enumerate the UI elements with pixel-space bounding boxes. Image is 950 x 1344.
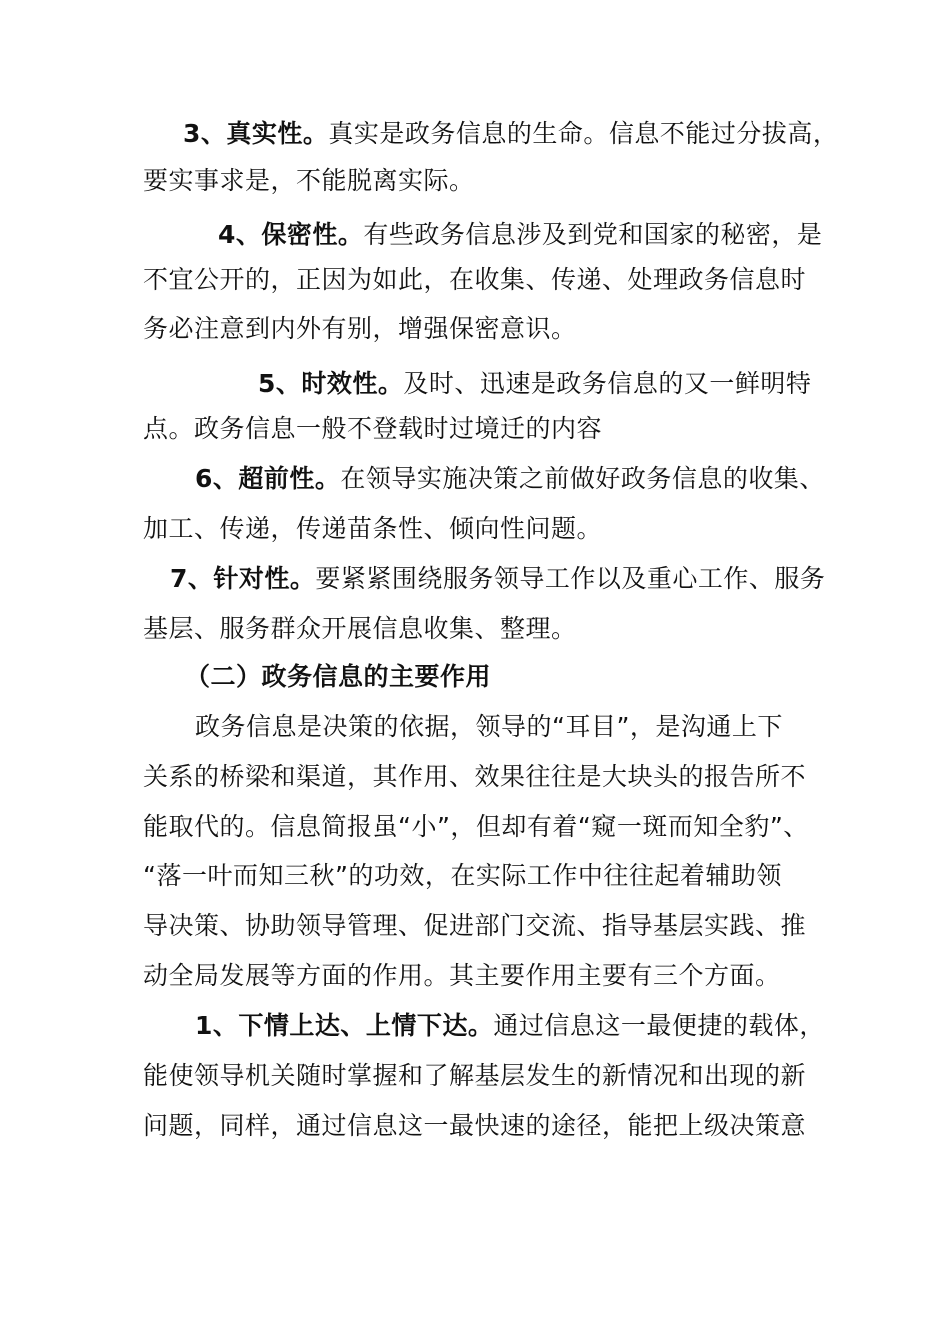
section-5-text: 及时、迅速是政务信息的又一鲜明特 bbox=[403, 369, 812, 398]
section-7-heading: 7、针对性。 bbox=[170, 564, 316, 593]
section-3-line-1 bbox=[183, 117, 838, 151]
item-1-line-2: 能使领导机关随时掌握和了解基层发生的新情况和出现的新 bbox=[143, 1061, 807, 1090]
section-7-line-1 bbox=[170, 562, 825, 596]
section-7-text: 要紧紧围绕服务领导工作以及重心工作、服务 bbox=[315, 564, 826, 593]
paragraph-line-6: 动全局发展等方面的作用。其主要作用主要有三个方面。 bbox=[143, 961, 781, 990]
section-3-text: 真实是政务信息的生命。信息不能过分拔高， bbox=[328, 119, 839, 148]
item-1-line-1 bbox=[195, 1009, 825, 1043]
paragraph-line-4: “落一叶而知三秋”的功效，在实际工作中往往起着辅助领 bbox=[143, 861, 782, 890]
section-6-heading: 6、超前性。 bbox=[195, 464, 341, 493]
section-3-heading: 3、真实性。 bbox=[183, 119, 329, 148]
section-5-line-1 bbox=[258, 367, 811, 401]
paragraph-line-1: 政务信息是决策的依据，领导的“耳目”，是沟通上下 bbox=[195, 712, 783, 741]
section-5-line-2: 点。政务信息一般不登载时过境迁的内容 bbox=[143, 414, 603, 443]
item-1-text: 通过信息这一最便捷的载体， bbox=[493, 1011, 825, 1040]
section-6-text: 在领导实施决策之前做好政务信息的收集、 bbox=[340, 464, 825, 493]
item-1-heading: 1、下情上达、上情下达。 bbox=[195, 1011, 494, 1040]
section-7-line-2: 基层、服务群众开展信息收集、整理。 bbox=[143, 614, 577, 643]
section-4-heading: 4、保密性。 bbox=[218, 220, 364, 249]
paragraph-line-2: 关系的桥梁和渠道，其作用、效果往往是大块头的报告所不 bbox=[143, 762, 807, 791]
section-heading-2-text: （二）政务信息的主要作用 bbox=[185, 662, 492, 691]
section-4-line-2: 不宜公开的，正因为如此，在收集、传递、处理政务信息时 bbox=[143, 265, 807, 294]
section-4-line-3: 务必注意到内外有别，增强保密意识。 bbox=[143, 314, 577, 343]
paragraph-line-3: 能取代的。信息简报虽“小”，但却有着“窥一斑而知全豹”、 bbox=[143, 812, 809, 841]
section-heading-2 bbox=[185, 660, 491, 694]
section-6-line-1 bbox=[195, 462, 825, 496]
section-4-line-1 bbox=[218, 218, 822, 252]
item-1-line-3: 问题，同样，通过信息这一最快速的途径，能把上级决策意 bbox=[143, 1111, 807, 1140]
section-4-text: 有些政务信息涉及到党和国家的秘密，是 bbox=[363, 220, 823, 249]
section-6-line-2: 加工、传递，传递苗条性、倾向性问题。 bbox=[143, 514, 603, 543]
paragraph-line-5: 导决策、协助领导管理、促进部门交流、指导基层实践、推 bbox=[143, 911, 807, 940]
section-3-line-2: 要实事求是，不能脱离实际。 bbox=[143, 166, 475, 195]
section-5-heading: 5、时效性。 bbox=[258, 369, 404, 398]
